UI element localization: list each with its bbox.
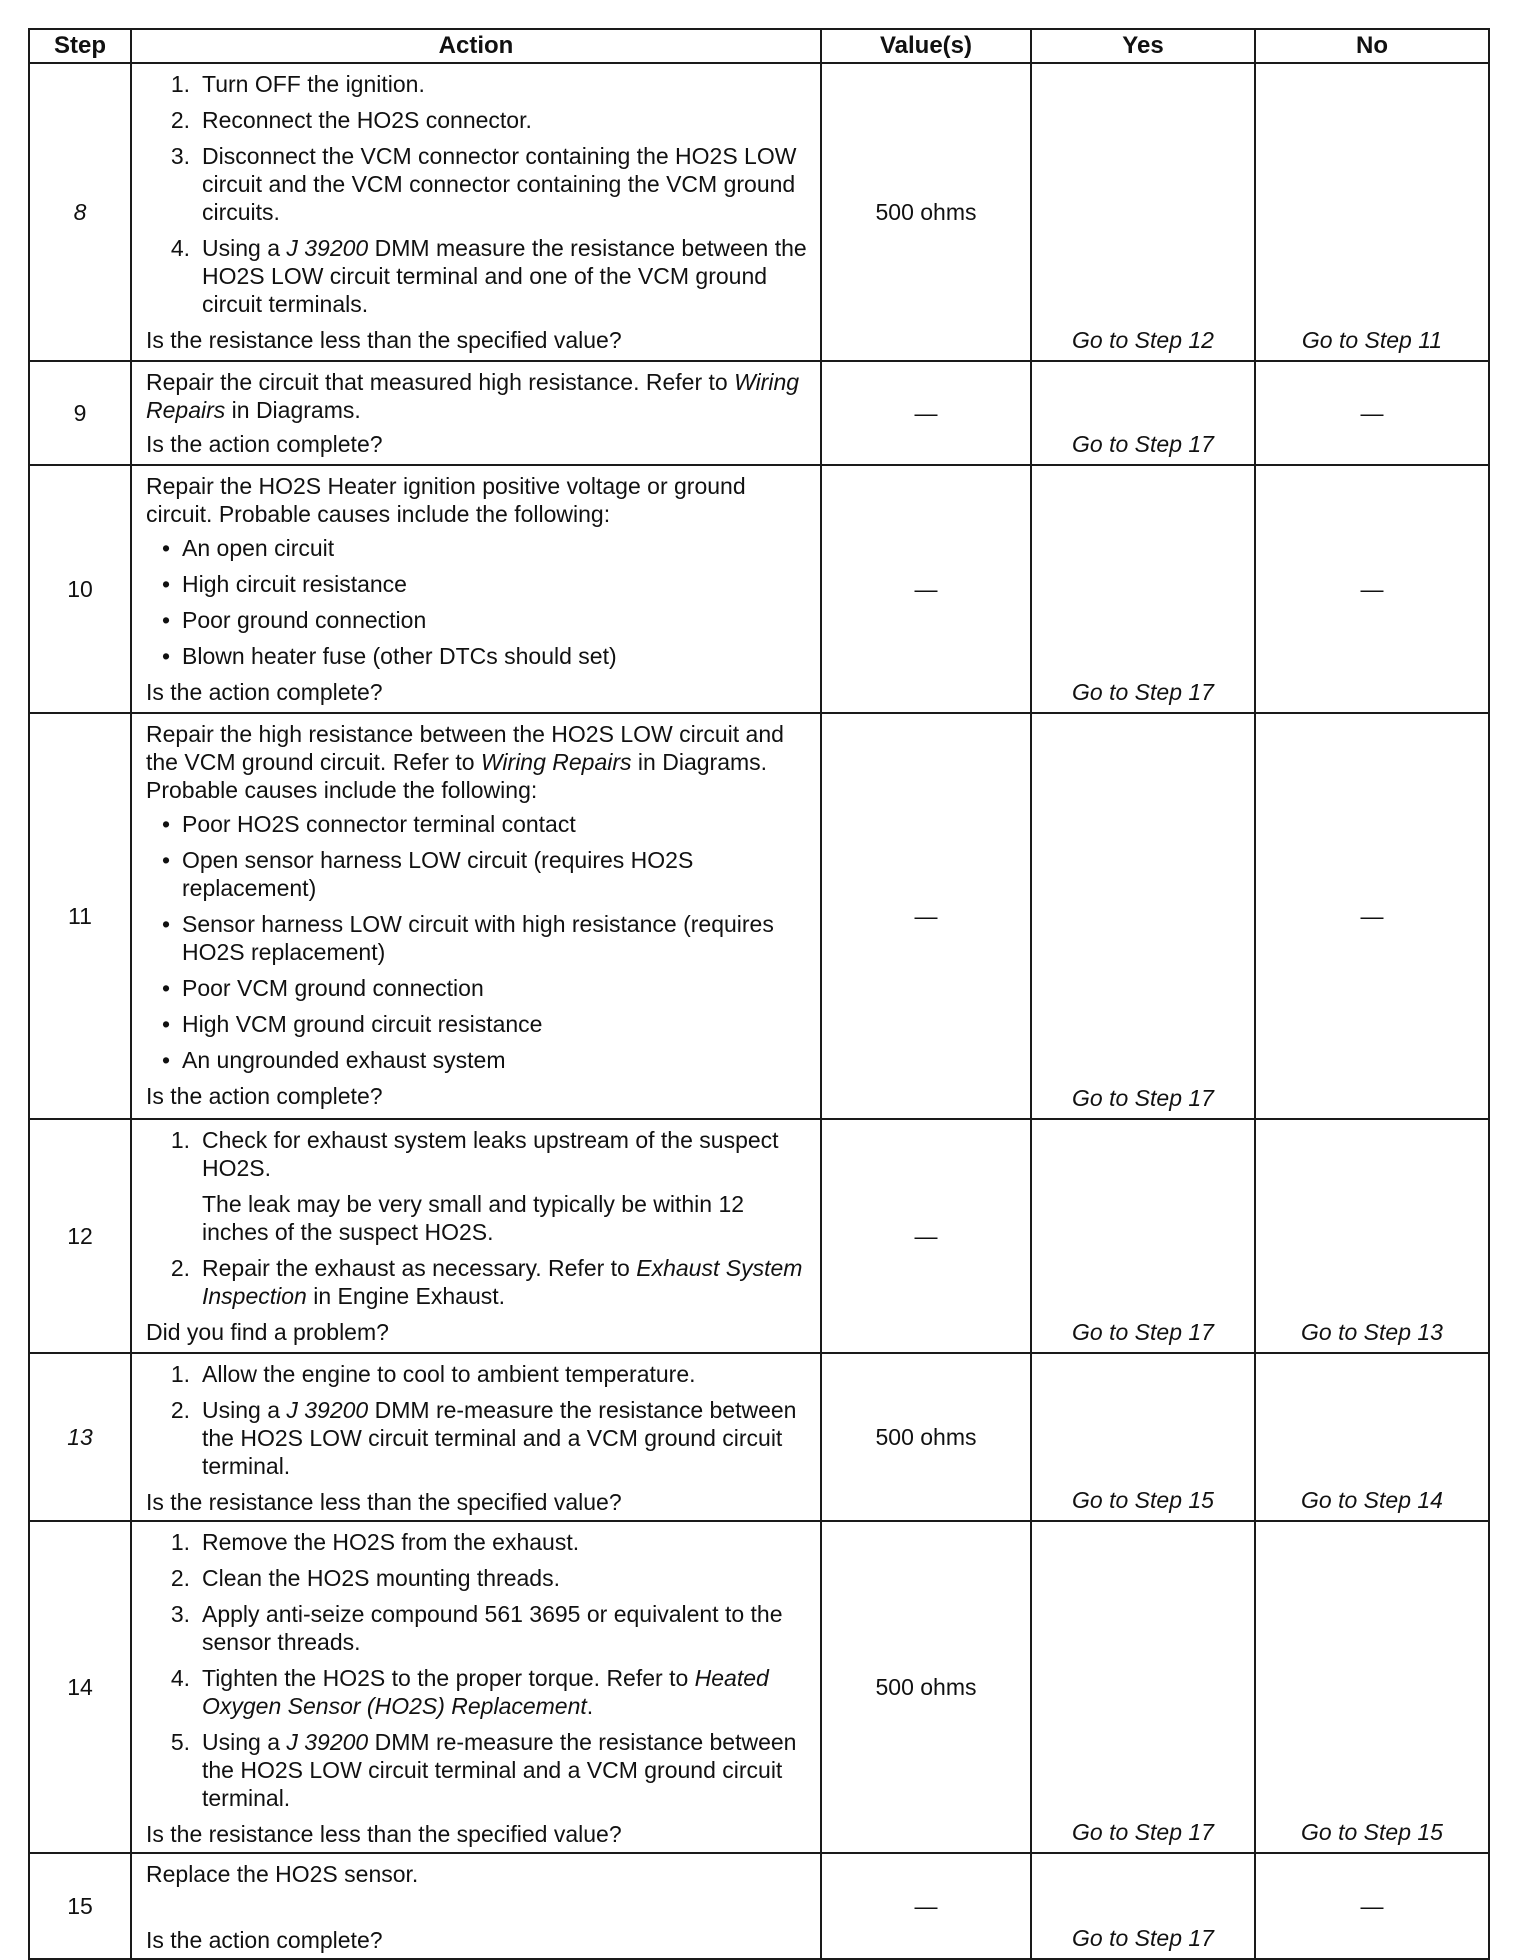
value-cell: — (821, 1853, 1031, 1959)
action-cell (131, 361, 821, 465)
step-row-10 (29, 465, 1489, 713)
action-step: Apply anti-seize compound 561 3695 or equivalent to the sensor threads. (202, 1601, 783, 1655)
yes-cell: Go to Step 17 (1031, 1521, 1255, 1853)
step-number: 11 (29, 713, 131, 1119)
cause-item: Blown heater fuse (other DTCs should set) (182, 643, 617, 669)
yes-cell: Go to Step 17 (1031, 1853, 1255, 1959)
action-question: Is the resistance less than the specified value? (146, 1821, 622, 1847)
step-row-11 (29, 713, 1489, 1119)
cause-item: Poor ground connection (182, 607, 427, 633)
header-yes: Yes (1031, 29, 1255, 63)
step-number: 9 (29, 361, 131, 465)
cause-item: Open sensor harness LOW circuit (requires HO2S replacement) (182, 847, 694, 901)
value-cell: — (821, 713, 1031, 1119)
step-number: 10 (29, 465, 131, 713)
step-number: 15 (29, 1853, 131, 1959)
step-number: 14 (29, 1521, 131, 1853)
yes-cell: Go to Step 15 (1031, 1353, 1255, 1521)
step-row-13 (29, 1353, 1489, 1521)
action-step: Remove the HO2S from the exhaust. (202, 1529, 580, 1555)
yes-cell: Go to Step 17 (1031, 1119, 1255, 1353)
diagnostic-table (28, 28, 1490, 1960)
value-cell: 500 ohms (821, 1353, 1031, 1521)
header-row (29, 29, 1489, 63)
step-number: 8 (29, 63, 131, 361)
action-question: Did you find a problem? (146, 1319, 389, 1345)
action-step: Allow the engine to cool to ambient temperature. (202, 1361, 696, 1387)
action-step: Using a J 39200 DMM re-measure the resistance between the HO2S LOW circuit terminal and a VCM ground circuit terminal. (202, 1729, 797, 1811)
action-question: Is the action complete? (146, 1927, 383, 1953)
step-row-8 (29, 63, 1489, 361)
action-cell: 1. Turn OFF the ignition. 2. Reconnect the HO2S connector. 3. Disconnect the VCM connector containing the HO2S LOW circuit and the VCM connector containing the VCM ground circuits. 4. Using a J 39200 DMM measure the resistance between the HO2S LOW circuit terminal and one of the VCM ground circuit terminals. Is the resistance less than the specified value? (131, 63, 821, 361)
cause-item: An open circuit (182, 535, 335, 561)
yes-cell: Go to Step 17 (1031, 713, 1255, 1119)
yes-cell: Go to Step 17 (1031, 361, 1255, 465)
action-cell (131, 1853, 821, 1959)
step-row-9 (29, 361, 1489, 465)
value-cell: 500 ohms (821, 63, 1031, 361)
step-row-14 (29, 1521, 1489, 1853)
action-step: Turn OFF the ignition. (202, 71, 425, 97)
action-step: Repair the exhaust as necessary. Refer to Exhaust System Inspection in Engine Exhaust. (202, 1255, 803, 1309)
action-text: Replace the HO2S sensor. (146, 1861, 419, 1887)
action-cell: 1. Check for exhaust system leaks upstream of the suspect HO2S. The leak may be very small and typically be within 12 inches of the suspect HO2S. 2. Repair the exhaust as necessary. Refer to Exhaust System Inspection in Engine Exhaust. Did you find a problem? (131, 1119, 821, 1353)
step-row-12 (29, 1119, 1489, 1353)
action-question: Is the resistance less than the specified value? (146, 327, 622, 353)
action-text: Repair the circuit that measured high resistance. Refer to Wiring Repairs in Diagrams. (146, 369, 800, 423)
value-cell: — (821, 1119, 1031, 1353)
header-action: Action (131, 29, 821, 63)
no-cell: — (1255, 361, 1489, 465)
action-question: Is the resistance less than the specified value? (146, 1489, 622, 1515)
no-cell: — (1255, 713, 1489, 1119)
header-no: No (1255, 29, 1489, 63)
cause-item: Poor VCM ground connection (182, 975, 484, 1001)
value-cell: — (821, 361, 1031, 465)
cause-item: High VCM ground circuit resistance (182, 1011, 543, 1037)
no-cell: Go to Step 13 (1255, 1119, 1489, 1353)
action-note: The leak may be very small and typically be within 12 inches of the suspect HO2S. (202, 1191, 745, 1245)
action-step: Using a J 39200 DMM measure the resistance between the HO2S LOW circuit terminal and one of the VCM ground circuit terminals. (202, 235, 807, 317)
action-text: Repair the HO2S Heater ignition positive voltage or ground circuit. Probable causes include the following: (146, 473, 746, 527)
action-cell: Repair the HO2S Heater ignition positive voltage or ground circuit. Probable causes include the following: • An open circuit • High circuit resistance • Poor ground connection • Blown heater fuse (other DTCs should set) Is the action complete? (131, 465, 821, 713)
action-question: Is the action complete? (146, 431, 383, 457)
cause-item: High circuit resistance (182, 571, 407, 597)
action-cell: 1. Remove the HO2S from the exhaust. 2. Clean the HO2S mounting threads. 3. Apply anti-seize compound 561 3695 or equivalent to the sensor threads. 4. Tighten the HO2S to the proper torque. Refer to Heated Oxygen Sensor (HO2S) Replacement. 5. Using a J 39200 DMM re-measure the resistance between the HO2S LOW circuit terminal and a VCM ground circuit terminal. Is the resistance less than the specified value? (131, 1521, 821, 1853)
action-step: Using a J 39200 DMM re-measure the resistance between the HO2S LOW circuit terminal and a VCM ground circuit terminal. (202, 1397, 797, 1479)
no-cell: — (1255, 465, 1489, 713)
action-step: Reconnect the HO2S connector. (202, 107, 532, 133)
yes-cell: Go to Step 17 (1031, 465, 1255, 713)
action-cell: 1. Allow the engine to cool to ambient temperature. 2. Using a J 39200 DMM re-measure the resistance between the HO2S LOW circuit terminal and a VCM ground circuit terminal. Is the resistance less than the specified value? (131, 1353, 821, 1521)
step-number: 13 (29, 1353, 131, 1521)
step-number: 12 (29, 1119, 131, 1353)
no-cell: Go to Step 11 (1255, 63, 1489, 361)
header-step: Step (29, 29, 131, 63)
yes-cell: Go to Step 12 (1031, 63, 1255, 361)
cause-item: An ungrounded exhaust system (182, 1047, 506, 1073)
action-cell: Repair the high resistance between the HO2S LOW circuit and the VCM ground circuit. Refer to Wiring Repairs in Diagrams. Probable causes include the following: • Poor HO2S connector terminal contact • Open sensor harness LOW circuit (requires HO2S replacement) • Sensor harness LOW circuit with high resistance (requires HO2S replacement) • Poor VCM ground connection • High VCM ground circuit resistance • An ungrounded exhaust system Is the action complete? (131, 713, 821, 1119)
value-cell: — (821, 465, 1031, 713)
step-row-15 (29, 1853, 1489, 1959)
action-step: Check for exhaust system leaks upstream of the suspect HO2S. (202, 1127, 779, 1181)
cause-item: Poor HO2S connector terminal contact (182, 811, 576, 837)
action-step: Tighten the HO2S to the proper torque. Refer to Heated Oxygen Sensor (HO2S) Replacement. (202, 1665, 769, 1719)
action-question: Is the action complete? (146, 1083, 383, 1109)
action-text: Repair the high resistance between the HO2S LOW circuit and the VCM ground circuit. Refer to Wiring Repairs in Diagrams. Probable causes include the following: (146, 721, 784, 803)
no-cell: — (1255, 1853, 1489, 1959)
action-question: Is the action complete? (146, 679, 383, 705)
no-cell: Go to Step 15 (1255, 1521, 1489, 1853)
no-cell: Go to Step 14 (1255, 1353, 1489, 1521)
action-step: Clean the HO2S mounting threads. (202, 1565, 560, 1591)
cause-item: Sensor harness LOW circuit with high resistance (requires HO2S replacement) (182, 911, 774, 965)
header-values: Value(s) (821, 29, 1031, 63)
value-cell: 500 ohms (821, 1521, 1031, 1853)
action-step: Disconnect the VCM connector containing the HO2S LOW circuit and the VCM connector containing the VCM ground circuits. (202, 143, 797, 225)
